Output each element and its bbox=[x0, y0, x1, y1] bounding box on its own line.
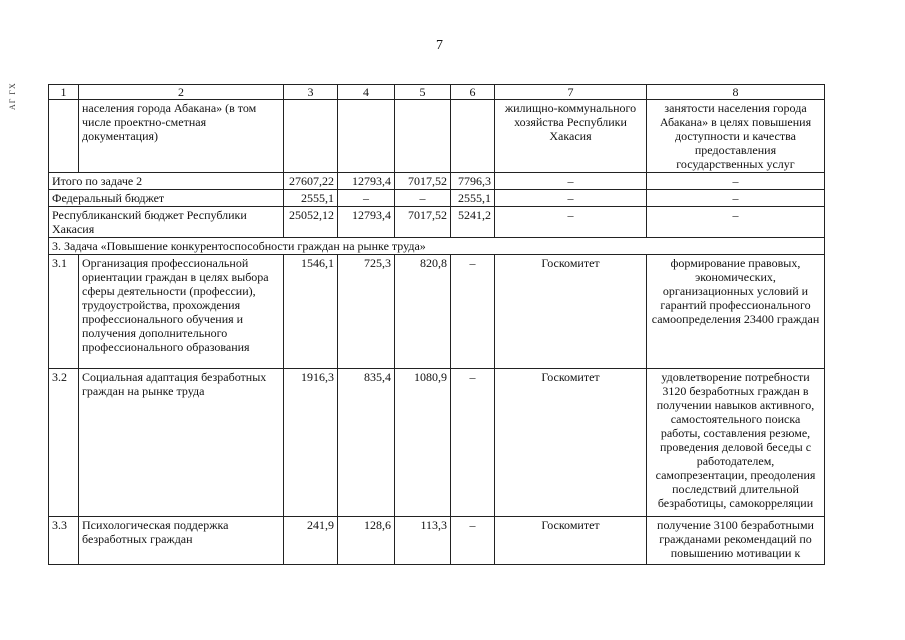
federal-col6: 2555,1 bbox=[451, 190, 495, 207]
col-number-2: 2 bbox=[79, 85, 284, 100]
row-name: Психологическая поддержка безработных граждан bbox=[79, 517, 284, 565]
federal-budget-row bbox=[49, 190, 825, 207]
row-col3: 241,9 bbox=[284, 517, 338, 565]
row-col3: 1916,3 bbox=[284, 369, 338, 517]
row-col6: – bbox=[451, 255, 495, 369]
row-executor: Госкомитет bbox=[495, 369, 647, 517]
republic-col7: – bbox=[495, 207, 647, 238]
row-col5: 113,3 bbox=[395, 517, 451, 565]
row-col3: 1546,1 bbox=[284, 255, 338, 369]
row-col5: 820,8 bbox=[395, 255, 451, 369]
republic-budget-row bbox=[49, 207, 825, 238]
total-col8: – bbox=[647, 173, 825, 190]
row-result: получение 3100 безработными гражданами рекомендаций по повышению мотивации к bbox=[647, 517, 825, 565]
row-number: 3.2 bbox=[49, 369, 79, 517]
row-executor: Госкомитет bbox=[495, 517, 647, 565]
program-table bbox=[48, 84, 825, 565]
row-result: формирование правовых, экономических, организационных условий и гарантий профессионального самоопределения 23400 граждан bbox=[647, 255, 825, 369]
row-col4: 835,4 bbox=[338, 369, 395, 517]
cell-empty bbox=[49, 100, 79, 173]
row-number: 3.1 bbox=[49, 255, 79, 369]
section-title: 3. Задача «Повышение конкурентоспособности граждан на рынке труда» bbox=[49, 238, 825, 255]
federal-col7: – bbox=[495, 190, 647, 207]
row-col5: 1080,9 bbox=[395, 369, 451, 517]
table-row bbox=[49, 255, 825, 369]
col-number-4: 4 bbox=[338, 85, 395, 100]
col-number-7: 7 bbox=[495, 85, 647, 100]
total-col5: 7017,52 bbox=[395, 173, 451, 190]
row-result: удовлетворение потребности 3120 безработных граждан в получении навыков активного, самостоятельного поиска работы, составления резюме, проведения деловой беседы с работодателем, самопрезентации, преодоления последствий длительной безработицы, самокорреляции bbox=[647, 369, 825, 517]
republic-label: Республиканский бюджет Республики Хакасия bbox=[49, 207, 284, 238]
col-number-8: 8 bbox=[647, 85, 825, 100]
federal-col3: 2555,1 bbox=[284, 190, 338, 207]
total-col6: 7796,3 bbox=[451, 173, 495, 190]
row-col4: 128,6 bbox=[338, 517, 395, 565]
federal-col4: – bbox=[338, 190, 395, 207]
row-col6: – bbox=[451, 517, 495, 565]
total-label: Итого по задаче 2 bbox=[49, 173, 284, 190]
side-stamp: АГ ГХ bbox=[8, 82, 17, 110]
republic-col4: 12793,4 bbox=[338, 207, 395, 238]
row-name: Организация профессиональной ориентации граждан в целях выбора сферы деятельности (профессии), трудоустройства, прохождения профессионального обучения и получения дополнительного профессионального образования bbox=[79, 255, 284, 369]
row-col6: – bbox=[451, 369, 495, 517]
republic-col8: – bbox=[647, 207, 825, 238]
row-name: Социальная адаптация безработных граждан на рынке труда bbox=[79, 369, 284, 517]
federal-col8: – bbox=[647, 190, 825, 207]
section-row bbox=[49, 238, 825, 255]
federal-col5: – bbox=[395, 190, 451, 207]
republic-col3: 25052,12 bbox=[284, 207, 338, 238]
total-col7: – bbox=[495, 173, 647, 190]
page-number: 7 bbox=[436, 38, 443, 53]
cont-executor-cell: жилищно-коммунального хозяйства Республики Хакасия bbox=[495, 100, 647, 173]
table-row bbox=[49, 369, 825, 517]
total-col3: 27607,22 bbox=[284, 173, 338, 190]
cell-empty bbox=[451, 100, 495, 173]
cell-empty bbox=[284, 100, 338, 173]
continued-row bbox=[49, 100, 825, 173]
col-number-6: 6 bbox=[451, 85, 495, 100]
total-col4: 12793,4 bbox=[338, 173, 395, 190]
col-number-5: 5 bbox=[395, 85, 451, 100]
cell-empty bbox=[395, 100, 451, 173]
republic-col5: 7017,52 bbox=[395, 207, 451, 238]
col-number-1: 1 bbox=[49, 85, 79, 100]
row-number: 3.3 bbox=[49, 517, 79, 565]
total-row bbox=[49, 173, 825, 190]
column-numbers-row bbox=[49, 85, 825, 100]
col-number-3: 3 bbox=[284, 85, 338, 100]
table-row bbox=[49, 517, 825, 565]
row-col4: 725,3 bbox=[338, 255, 395, 369]
row-executor: Госкомитет bbox=[495, 255, 647, 369]
cont-name-cell: населения города Абакана» (в том числе проектно-сметная документация) bbox=[79, 100, 284, 173]
cont-result-cell: занятости населения города Абакана» в целях повышения доступности и качества предоставления государственных услуг bbox=[647, 100, 825, 173]
cell-empty bbox=[338, 100, 395, 173]
federal-label: Федеральный бюджет bbox=[49, 190, 284, 207]
republic-col6: 5241,2 bbox=[451, 207, 495, 238]
